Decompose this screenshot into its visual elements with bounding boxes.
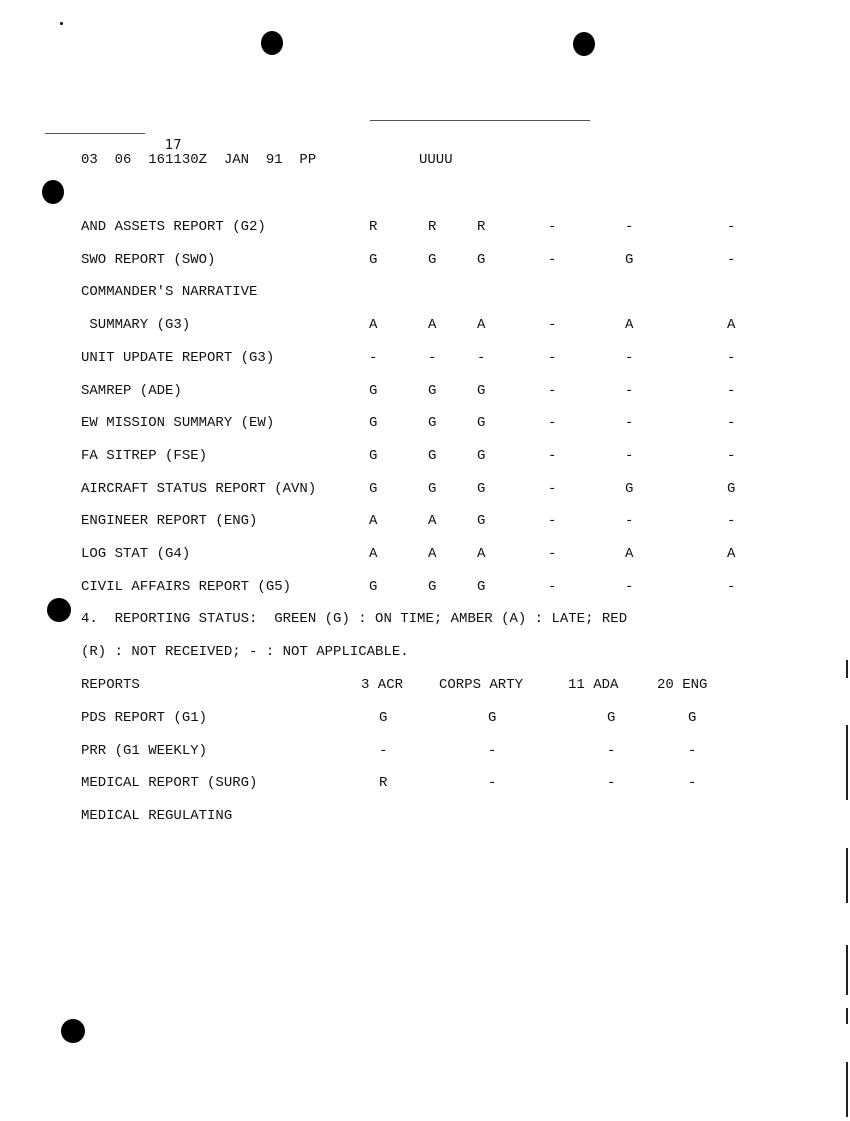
reporting-status-line-1: 4. REPORTING STATUS: GREEN (G) : ON TIME; AMBER (A) : LATE; RED: [81, 611, 628, 627]
status-cell: G: [477, 513, 486, 530]
status-cell: -: [379, 742, 388, 759]
table-row-label: MEDICAL REGULATING: [81, 808, 233, 825]
status-cell: -: [548, 578, 557, 595]
scan-edge-mark: [846, 1062, 848, 1117]
status-cell: G: [625, 251, 634, 268]
unit-column-header: 20 ENG: [657, 677, 708, 693]
status-cell: -: [727, 415, 736, 432]
status-cell: A: [477, 317, 486, 334]
message-date-group: 03 06 161130Z JAN 91 PP: [81, 152, 317, 168]
table-row-label: FA SITREP (FSE): [81, 447, 208, 464]
status-cell: G: [369, 447, 378, 464]
scan-edge-mark: [846, 848, 848, 903]
status-cell: -: [548, 513, 557, 530]
status-cell: -: [625, 578, 634, 595]
status-cell: -: [625, 219, 634, 235]
scan-speck: [60, 22, 63, 25]
classification-marking: UUUU: [419, 152, 453, 168]
table-row-label: AIRCRAFT STATUS REPORT (AVN): [81, 480, 317, 497]
status-cell: -: [688, 742, 697, 759]
status-cell: -: [625, 447, 634, 464]
status-cell: -: [727, 349, 736, 366]
scan-edge-mark: [846, 660, 848, 678]
table-row-label: SWO REPORT (SWO): [81, 251, 216, 268]
reports-column-header: REPORTS: [81, 677, 140, 693]
status-cell: -: [727, 219, 736, 235]
status-cell: G: [625, 480, 634, 497]
status-cell: A: [369, 546, 378, 562]
status-cell: -: [428, 349, 437, 366]
status-cell: G: [477, 382, 486, 399]
status-cell: G: [428, 578, 437, 595]
status-cell: G: [428, 480, 437, 497]
punch-hole: [42, 180, 64, 204]
status-cell: -: [688, 775, 697, 792]
status-cell: R: [477, 219, 486, 235]
status-cell: G: [727, 480, 736, 497]
status-cell: G: [379, 710, 388, 726]
status-cell: -: [548, 349, 557, 366]
status-cell: G: [477, 251, 486, 268]
scan-noise: [370, 120, 590, 121]
status-cell: -: [727, 578, 736, 595]
status-cell: G: [428, 415, 437, 432]
status-cell: R: [379, 775, 388, 792]
punch-hole: [573, 32, 595, 56]
status-cell: -: [625, 349, 634, 366]
status-cell: G: [477, 578, 486, 595]
status-cell: -: [625, 415, 634, 432]
status-cell: G: [428, 382, 437, 399]
reporting-status-line-2: (R) : NOT RECEIVED; - : NOT APPLICABLE.: [81, 644, 409, 660]
status-cell: G: [607, 710, 616, 726]
table-row-label: AND ASSETS REPORT (G2): [81, 219, 266, 235]
table-row-label: EW MISSION SUMMARY (EW): [81, 415, 275, 432]
status-cell: -: [607, 775, 616, 792]
status-cell: -: [548, 251, 557, 268]
status-cell: -: [548, 317, 557, 334]
table-row-label: SAMREP (ADE): [81, 382, 182, 399]
status-cell: G: [369, 480, 378, 497]
status-cell: -: [548, 415, 557, 432]
scan-edge-mark: [846, 725, 848, 800]
status-cell: A: [369, 317, 378, 334]
status-cell: -: [488, 742, 497, 759]
handwritten-correction: 17: [165, 138, 182, 153]
table-row-label: LOG STAT (G4): [81, 546, 191, 562]
unit-column-header: 11 ADA: [568, 677, 619, 693]
status-cell: A: [727, 317, 736, 334]
status-cell: A: [477, 546, 486, 562]
status-cell: G: [428, 251, 437, 268]
status-cell: -: [548, 382, 557, 399]
status-cell: -: [477, 349, 486, 366]
table-row-label: ENGINEER REPORT (ENG): [81, 513, 258, 530]
status-cell: G: [369, 382, 378, 399]
status-cell: G: [688, 710, 697, 726]
scan-edge-mark: [846, 1008, 848, 1024]
table-row-label: UNIT UPDATE REPORT (G3): [81, 349, 275, 366]
scan-edge-mark: [846, 945, 848, 995]
status-cell: R: [428, 219, 437, 235]
status-cell: -: [548, 480, 557, 497]
status-cell: G: [369, 578, 378, 595]
status-cell: A: [727, 546, 736, 562]
table-row-label: PRR (G1 WEEKLY): [81, 742, 208, 759]
status-cell: -: [727, 513, 736, 530]
status-cell: G: [428, 447, 437, 464]
status-cell: G: [477, 447, 486, 464]
status-cell: -: [727, 382, 736, 399]
status-cell: -: [369, 349, 378, 366]
table-row-label: CIVIL AFFAIRS REPORT (G5): [81, 578, 292, 595]
table-row-label: COMMANDER'S NARRATIVE: [81, 284, 258, 301]
table-row-label: MEDICAL REPORT (SURG): [81, 775, 258, 792]
table-row-label: PDS REPORT (G1): [81, 710, 208, 726]
status-cell: -: [727, 447, 736, 464]
table-row-label: SUMMARY (G3): [81, 317, 191, 334]
unit-column-header: 3 ACR: [361, 677, 404, 693]
status-cell: A: [428, 546, 437, 562]
status-cell: A: [428, 513, 437, 530]
status-cell: G: [488, 710, 497, 726]
punch-hole: [47, 598, 71, 622]
status-cell: -: [548, 219, 557, 235]
status-cell: -: [625, 513, 634, 530]
status-cell: -: [625, 382, 634, 399]
status-cell: G: [477, 480, 486, 497]
status-cell: -: [548, 546, 557, 562]
punch-hole: [61, 1019, 85, 1043]
status-cell: G: [369, 251, 378, 268]
status-cell: -: [727, 251, 736, 268]
status-cell: R: [369, 219, 378, 235]
status-cell: -: [488, 775, 497, 792]
status-cell: A: [428, 317, 437, 334]
unit-column-header: CORPS ARTY: [439, 677, 524, 693]
status-cell: G: [477, 415, 486, 432]
status-cell: A: [625, 317, 634, 334]
status-cell: A: [625, 546, 634, 562]
status-cell: A: [369, 513, 378, 530]
scan-noise: [45, 133, 145, 134]
status-cell: G: [369, 415, 378, 432]
status-cell: -: [607, 742, 616, 759]
punch-hole: [261, 31, 283, 55]
status-cell: -: [548, 447, 557, 464]
